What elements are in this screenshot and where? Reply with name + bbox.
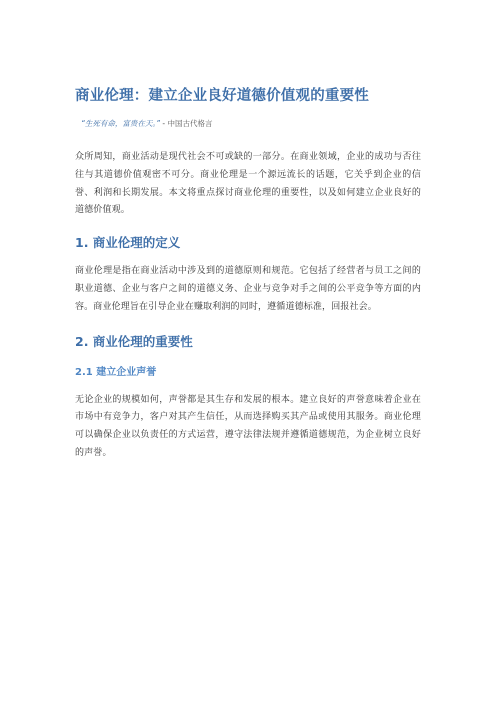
- document-title: 商业伦理：建立企业良好道德价值观的重要性: [75, 88, 369, 104]
- intro-paragraph: 众所周知，商业活动是现代社会不可或缺的一部分。在商业领域，企业的成功与否往往与其道德价值观密不可分。商业伦理是一个源远流长的话题，它关乎到企业的信誉、利润和长期发展。本文将重点探讨商业伦理的重要性，以及如何建立企业良好的道德价值观。: [75, 152, 421, 216]
- subsection-heading-reputation: 2.1 建立企业声誉: [75, 366, 157, 378]
- document-content: [75, 86, 421, 463]
- section-heading-definition: 1. 商业伦理的定义: [75, 235, 181, 251]
- section-body-definition: 商业伦理是指在商业活动中涉及到的道德原则和规范。它包括了经营者与员工之间的职业道德、企业与客户之间的道德义务、企业与竞争对手之间的公平竞争等方面的内容。商业伦理旨在引导企业在赚取利润的同时，遵循道德标准，回报社会。: [75, 266, 421, 312]
- subsection-body-reputation: 无论企业的规模如何，声誉都是其生存和发展的根本。建立良好的声誉意味着企业在市场中有竞争力，客户对其产生信任，从而选择购买其产品或使用其服务。商业伦理可以确保企业以负责任的方式运营，遵守法律法规并遵循道德规范，为企业树立良好的声誉。: [75, 394, 421, 458]
- quote-text: “生死有命，富贵在天。”: [81, 119, 161, 128]
- epigraph-quote: [75, 118, 421, 130]
- section-heading-importance: 2. 商业伦理的重要性: [75, 333, 193, 349]
- quote-source: - 中国古代格言: [160, 119, 213, 128]
